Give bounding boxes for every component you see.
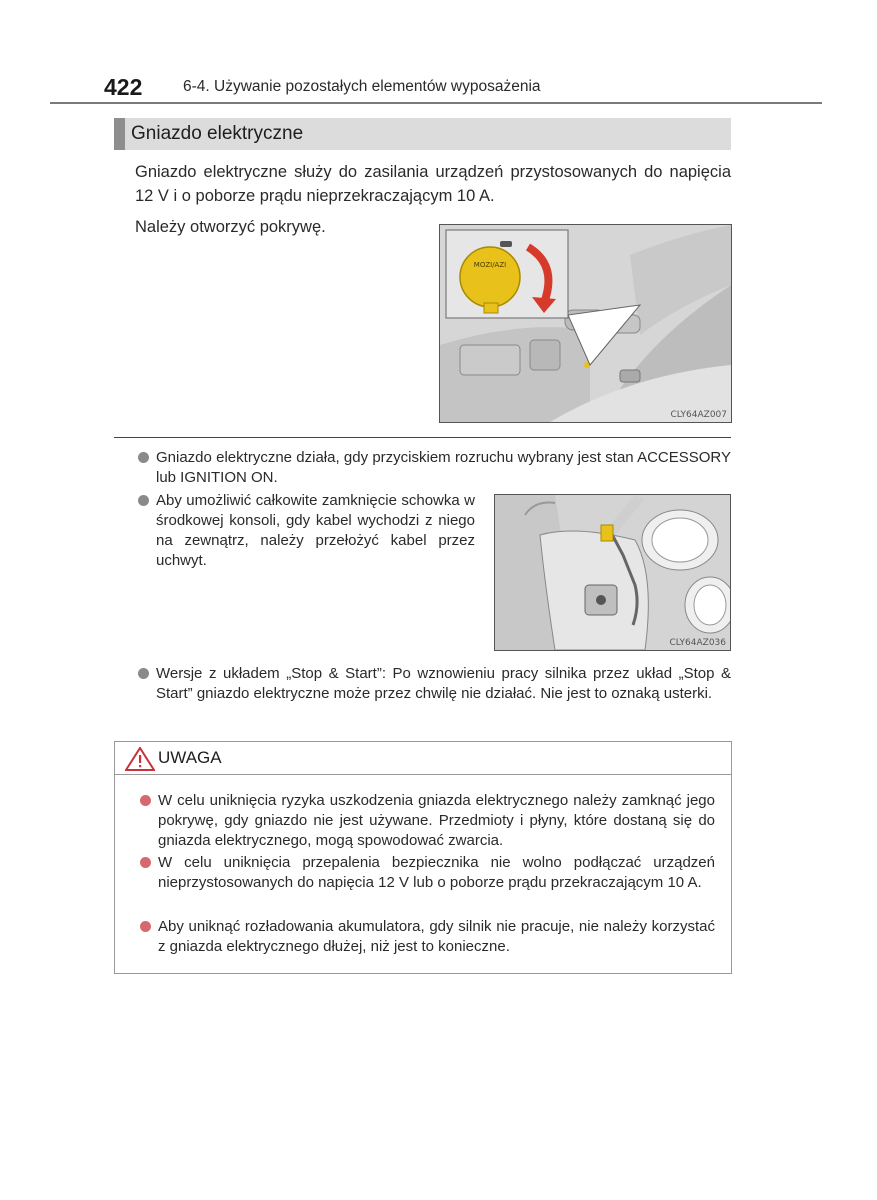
warning-item [140,853,715,893]
warning-text: Aby uniknąć rozładowania akumulatora, gdy silnik nie pracuje, nie należy korzystać z gniazda elektrycznego dłużej, niż jest to konieczne. [158,918,715,955]
note-text: Gniazdo elektryczne działa, gdy przyciskiem rozruchu wybrany jest stan ACCESSORY lub IGNITION ON. [156,449,731,486]
note-text: Wersje z układem „Stop & Start”: Po wznowieniu pracy silnika przez układ „Stop & Start” gniazdo elektryczne może przez chwilę nie działać. Nie jest to oznaką usterki. [156,665,731,702]
header-divider [50,102,822,104]
warning-text: W celu uniknięcia ryzyka uszkodzenia gniazda elektrycznego należy zamknąć jego pokrywę, gdy gniazdo nie jest używane. Przedmioty i płyny, które dostaną się do gniazda elektrycznego, mogą spowodować zwarcia. [158,792,715,849]
instruction-paragraph: Należy otworzyć pokrywę. [135,218,326,236]
note-item [138,664,731,704]
warning-bullet [140,795,151,806]
section-divider [114,437,731,438]
note-bullet [138,495,149,506]
warning-box [114,741,732,974]
note-item [138,448,731,488]
warning-triangle-icon [125,747,155,771]
note-bullet [138,452,149,463]
note-bullet [138,668,149,679]
section-heading [114,118,731,150]
warning-item [140,917,715,957]
section-title: Gniazdo elektryczne [131,123,304,144]
console-compartment-figure [494,494,731,651]
warning-label: UWAGA [158,748,222,767]
warning-item [140,791,715,851]
warning-bullet [140,921,151,932]
intro-paragraph: Gniazdo elektryczne służy do zasilania urządzeń przystosowanych do napięcia 12 V i o poborze prądu nieprzekraczającym 10 A. [135,163,731,205]
page-number: 422 [104,74,143,100]
note-text: Aby umożliwić całkowite zamknięcie schowka w środkowej konsoli, gdy kabel wychodzi z niego na zewnątrz, należy przełożyć kabel przez uchwyt. [156,492,475,569]
section-accent [114,118,125,150]
socket-cover-figure [439,224,732,423]
warning-bullet [140,857,151,868]
warning-text: W celu uniknięcia przepalenia bezpiecznika nie wolno podłączać urządzeń nieprzystosowanych do napięcia 12 V lub o poborze prądu przekraczającym 10 A. [158,854,715,891]
cap-label: MOZI/AZI [473,261,507,269]
figure-code: CLY64AZ007 [670,410,727,420]
warning-header [115,742,731,775]
figure-code: CLY64AZ036 [669,638,726,648]
console-illustration [440,225,731,422]
chapter-title: 6-4. Używanie pozostałych elementów wyposażenia [183,78,541,95]
note-item [138,491,475,571]
compartment-illustration [495,495,730,650]
